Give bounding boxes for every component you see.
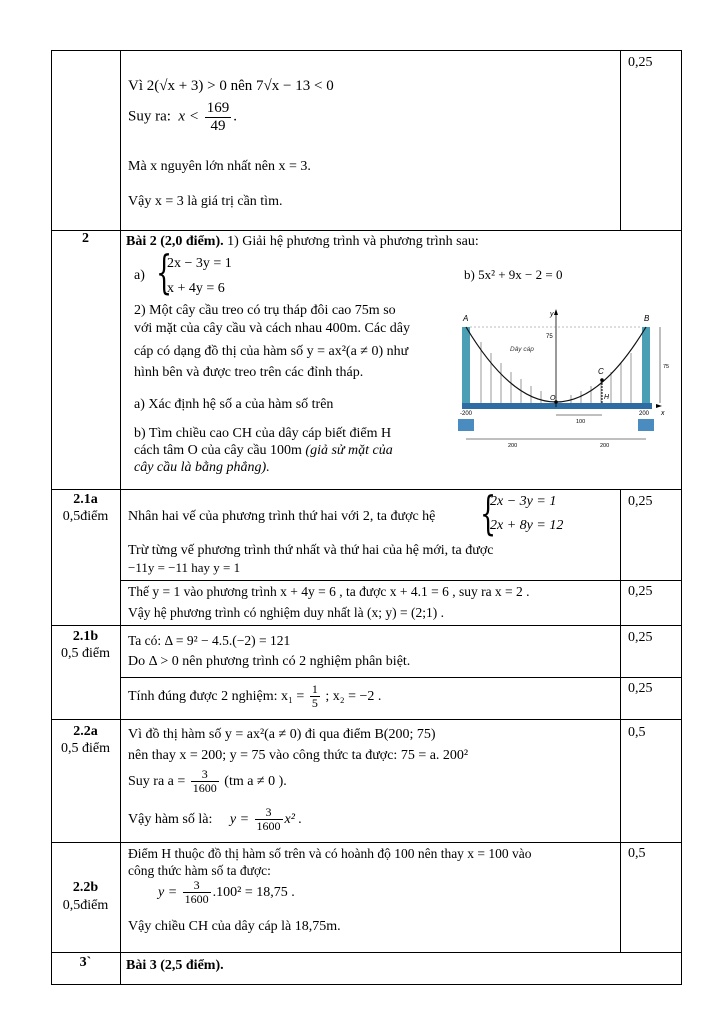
row2-sys-a-2: x + 4y = 6 <box>167 281 225 296</box>
row21b-score2: 0,25 <box>628 681 653 696</box>
row22b-frac-den: 1600 <box>184 892 209 907</box>
row21b-line1: Ta có: Δ = 9² − 4.5.(−2) = 121 <box>128 633 291 648</box>
row2-title <box>126 234 479 250</box>
row2-p2-line2: với mặt của cây cầu và cách nhau 400m. Các dây <box>134 321 411 336</box>
row21a-sys-2: 2x + 8y = 12 <box>490 518 564 533</box>
label-75-left: 75 <box>546 334 553 340</box>
row22b-line4: Vậy chiều CH của dây cáp là 18,75m. <box>128 919 341 934</box>
label-b: B <box>644 314 650 323</box>
row21b-line3-suffix: ; x₂ = −2 . <box>321 688 382 704</box>
label-o: O <box>550 395 556 402</box>
row21a-points: 0,5điểm <box>62 509 109 524</box>
row21a-line3: −11y = −11 hay y = 1 <box>128 560 241 575</box>
row-divider-1 <box>51 230 682 231</box>
row22a-line3-prefix: Suy ra a = <box>128 773 186 789</box>
row22b-score: 0,5 <box>628 846 646 861</box>
row22a-line4-y: y = <box>229 811 250 827</box>
row22a-line2: nên thay x = 200; y = 75 vào công thức ta được: 75 = a. 200² <box>128 748 469 763</box>
row2-p2-line3: cáp có dạng đồ thị của hàm số y = ax²(a ≠ 0) như <box>134 344 409 359</box>
x-axis-arrow <box>656 404 662 408</box>
row22a-line4-prefix: Vậy hàm số là: <box>128 811 213 827</box>
tower-left <box>462 327 470 405</box>
row22b-frac-num: 3 <box>183 879 211 893</box>
row21b-line2: Do Δ > 0 nên phương trình có 2 nghiệm phân biệt. <box>128 654 411 669</box>
table-border-top <box>51 50 682 51</box>
row1-line4: Vậy x = 3 là giá trị cần tìm. <box>128 194 283 209</box>
label-pos200: 200 <box>639 411 650 417</box>
row1-line2: Suy ra: x < $\frac{169}{49}$ . <box>128 100 237 134</box>
row-divider-4 <box>51 719 682 720</box>
row22b-line3 <box>158 879 295 906</box>
label-100: 100 <box>576 419 586 425</box>
row21b-label: 2.1b <box>72 629 99 644</box>
label-neg200: -200 <box>460 411 473 417</box>
row2-question-b-1: b) Tìm chiều cao CH của dây cáp biết điểm H <box>134 426 392 441</box>
label-y: y <box>550 311 554 318</box>
row21a-score1: 0,25 <box>628 494 653 509</box>
table-col-divider-1 <box>120 50 121 985</box>
row1-line3: Mà x nguyên lớn nhất nên x = 3. <box>128 159 311 174</box>
table-col-divider-2 <box>620 50 621 231</box>
row2-qb2-plain: cách tâm O của cây cầu 100m <box>134 443 302 458</box>
row2-b-equation: b) 5x² + 9x − 2 = 0 <box>464 267 563 282</box>
foundation-left <box>458 419 474 431</box>
label-cable: Dây cáp <box>510 346 534 353</box>
row22a-fraction-1 <box>191 768 219 795</box>
row2-question-a: a) Xác định hệ số a của hàm số trên <box>134 397 334 412</box>
row22b-points: 0,5điểm <box>62 898 109 913</box>
foundation-right <box>638 419 654 431</box>
row22a-score: 0,5 <box>628 725 646 740</box>
row-divider-2-1b-sub <box>120 677 682 678</box>
bridge-deck <box>462 403 652 409</box>
row-divider-2 <box>51 489 682 490</box>
row22b-line1: Điểm H thuộc đồ thị hàm số trên và có hoành độ 100 nên thay x = 100 vào <box>128 846 532 861</box>
row21a-label: 2.1a <box>73 492 98 507</box>
row1-frac-den: 49 <box>210 117 226 134</box>
table-border-right <box>681 50 682 985</box>
row22a-frac2-num: 3 <box>255 806 283 820</box>
row3-title: Bài 3 (2,5 điểm). <box>126 958 224 973</box>
row22a-frac1-den: 1600 <box>192 781 217 796</box>
row22a-frac1-num: 3 <box>191 768 219 782</box>
row2-label: 2 <box>82 231 89 246</box>
row2-title-rest: 1) Giải hệ phương trình và phương trình sau: <box>223 234 479 249</box>
row1-line1: Vì 2(√x + 3) > 0 nên 7√x − 13 < 0 <box>128 78 334 94</box>
row21a-line1: Nhân hai vế của phương trình thứ hai với 2, ta được hệ <box>128 509 436 524</box>
row21b-score1: 0,25 <box>628 630 653 645</box>
row1-fraction <box>205 100 232 134</box>
row1-line2-prefix: Suy ra: <box>128 108 171 125</box>
row2-sys-a-1: 2x − 3y = 1 <box>167 256 232 271</box>
row21a-line4: Thế y = 1 vào phương trình x + 4y = 6 , ta được x + 4.1 = 6 , suy ra x = 2 . <box>128 584 530 599</box>
row21a-line2: Trừ từng vế phương trình thứ nhất và thứ hai của hệ mới, ta được <box>128 543 494 558</box>
row2-a-label: a) <box>134 268 145 283</box>
label-200-left: 200 <box>508 443 518 449</box>
row2-p2-line4: hình bên và được treo trên các đỉnh tháp. <box>134 365 364 380</box>
label-200-right: 200 <box>600 443 610 449</box>
row22b-label: 2.2b <box>72 880 99 895</box>
row2-qb2-italic: (giả sử mặt của <box>301 443 393 458</box>
row22b-fraction <box>183 879 211 906</box>
row21b-points: 0,5 điểm <box>61 646 110 661</box>
row22b-line3-y: y = <box>158 884 178 900</box>
row22a-label: 2.2a <box>73 724 98 739</box>
row21a-sys-brace: { <box>480 486 497 540</box>
row21b-line3-prefix: Tính đúng được 2 nghiệm: x₁ = <box>128 688 305 704</box>
row21b-frac-num: 1 <box>311 682 318 696</box>
label-75-right: 75 <box>663 364 670 370</box>
row22a-line3 <box>128 768 287 795</box>
row21a-score2: 0,25 <box>628 584 653 599</box>
row22a-line3-suffix: (tm a ≠ 0 ). <box>220 773 287 789</box>
row-divider-5 <box>51 842 682 843</box>
row-divider-3 <box>51 625 682 626</box>
y-axis-arrow <box>554 309 558 315</box>
point-c <box>600 378 604 382</box>
row3-label: 3` <box>79 955 92 970</box>
row22a-line4 <box>128 806 302 833</box>
row-divider-2-1a-sub <box>120 580 682 581</box>
row1-score: 0,25 <box>628 55 653 70</box>
label-h: H <box>604 394 610 401</box>
row21a-sys-1: 2x − 3y = 1 <box>490 494 557 509</box>
row22a-points: 0,5 điểm <box>61 741 110 756</box>
row-divider-6 <box>51 952 682 953</box>
row21b-frac-den: 5 <box>311 696 318 711</box>
row2-question-b-2 <box>134 443 393 459</box>
row2-title-bold: Bài 2 (2,0 điểm). <box>126 234 224 249</box>
row1-frac-num: 169 <box>206 100 230 116</box>
row21b-fraction <box>310 683 320 710</box>
label-a: A <box>463 314 469 323</box>
label-c: C <box>598 367 604 376</box>
row22b-line2: công thức hàm số ta được: <box>128 863 271 878</box>
row2-sys-a-brace: { <box>156 245 173 299</box>
row22a-frac2-den: 1600 <box>256 819 281 834</box>
row21a-line5: Vậy hệ phương trình có nghiệm duy nhất là (x; y) = (2;1) . <box>128 605 445 620</box>
row1-line2-x: x < <box>174 108 199 125</box>
row22a-line1: Vì đồ thị hàm số y = ax²(a ≠ 0) đi qua điểm B(200; 75) <box>128 727 436 742</box>
tower-right <box>642 327 650 405</box>
row2-question-b-3: cây cầu là bằng phẳng). <box>134 460 270 475</box>
label-x: x <box>661 410 665 417</box>
row21b-line3 <box>128 683 381 710</box>
row22b-line3-suffix: .100² = 18,75 . <box>212 884 295 900</box>
table-col-divider-2b <box>620 489 621 952</box>
bridge-figure <box>456 307 676 467</box>
row22a-line4-suffix: x² . <box>284 811 302 827</box>
table-border-bottom <box>51 984 682 985</box>
row2-p2-line1: 2) Một cây cầu treo có trụ tháp đôi cao 75m so <box>134 303 396 318</box>
row22a-fraction-2 <box>255 806 283 833</box>
